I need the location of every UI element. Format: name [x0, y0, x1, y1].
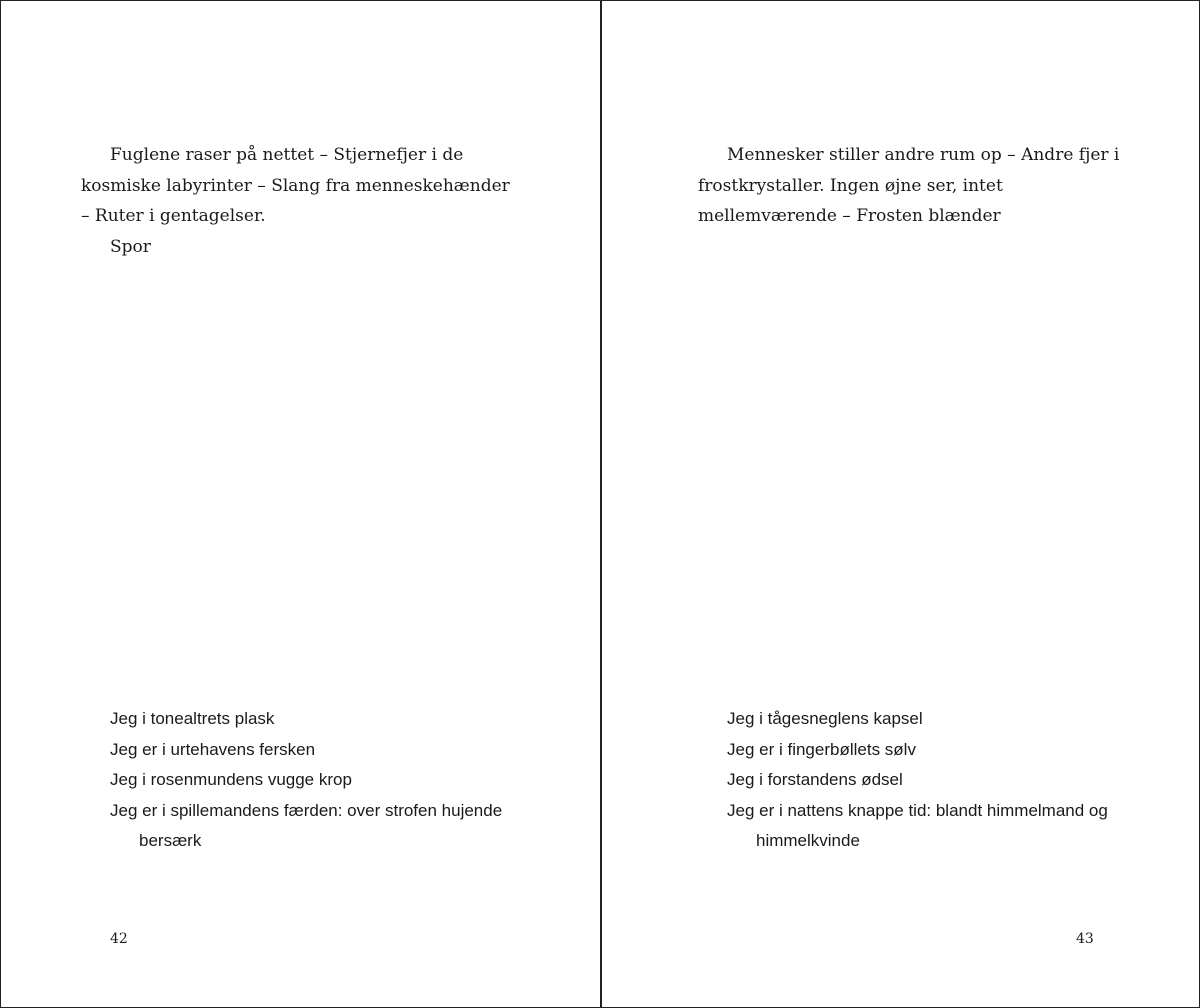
right-verse-block — [727, 704, 1167, 857]
verse-line-continuation: bersærk — [139, 831, 202, 850]
left-prose-paragraph: Spor — [110, 236, 151, 257]
left-verse-block — [110, 704, 550, 857]
left-page — [1, 1, 600, 1007]
verse-line: Jeg i tågesneglens kapsel — [727, 709, 923, 728]
verse-line: Jeg er i spillemandens færden: over strofen hujende — [110, 800, 503, 820]
verse-line: Jeg i forstandens ødsel — [727, 770, 903, 789]
right-page — [600, 1, 1199, 1007]
verse-line: Jeg er i nattens knappe tid: blandt himmelmand og — [727, 800, 1108, 820]
verse-line: Jeg er i fingerbøllets sølv — [727, 739, 916, 759]
verse-line: Jeg i rosenmundens vugge krop — [110, 770, 352, 789]
left-prose-paragraph: Fuglene raser på nettet – Stjernefjer i de kosmiske labyrinter – Slang fra menneskehænder – Ruter i gentagelser. — [81, 145, 510, 226]
left-prose-block — [81, 140, 521, 262]
verse-line: Jeg i tonealtrets plask — [110, 709, 275, 728]
page-number: 43 — [1076, 931, 1094, 947]
page-number: 42 — [110, 931, 128, 947]
verse-line-continuation: himmelkvinde — [756, 831, 860, 850]
right-prose-paragraph: Mennesker stiller andre rum op – Andre fjer i frostkrystaller. Ingen øjne ser, intet mellemværende – Frosten blænder — [698, 145, 1120, 226]
right-prose-block — [698, 140, 1138, 232]
verse-line: Jeg er i urtehavens fersken — [110, 739, 316, 759]
